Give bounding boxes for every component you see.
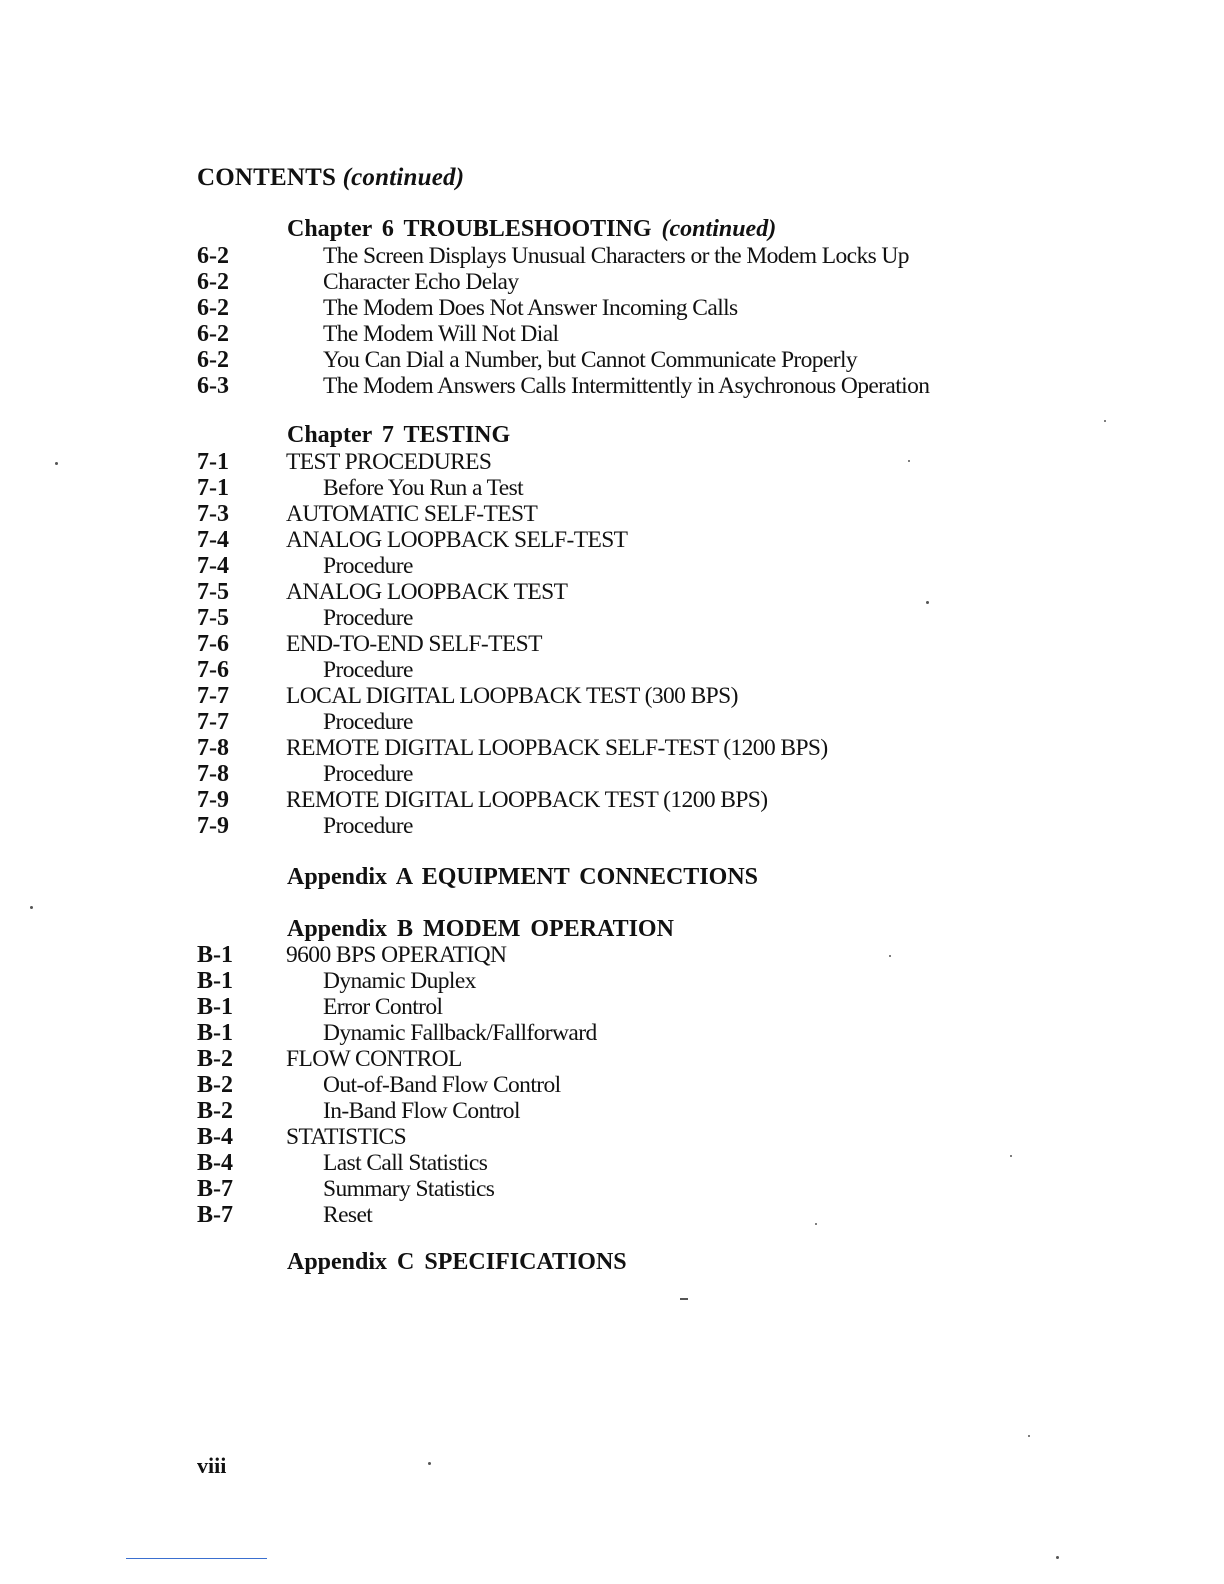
toc-entry — [0, 631, 1224, 657]
toc-entry — [0, 683, 1224, 709]
toc-entry-title: The Modem Answers Calls Intermittently in Asychronous Operation — [323, 373, 930, 399]
section-title-text: Chapter 7 TESTING — [287, 422, 511, 448]
toc-entry-title: Procedure — [323, 657, 413, 683]
page-heading — [197, 164, 464, 192]
scan-speck — [680, 1298, 688, 1300]
page-number: viii — [197, 1453, 227, 1478]
toc-entry — [0, 269, 1224, 295]
toc-entry-page: 7-6 — [197, 657, 229, 683]
toc-entry-page: 7-9 — [197, 813, 229, 839]
toc-entry — [0, 1098, 1224, 1124]
scan-speck — [428, 1462, 431, 1465]
toc-entry-title: Procedure — [323, 605, 413, 631]
scan-speck — [55, 462, 58, 465]
toc-entry-page: 7-1 — [197, 449, 229, 475]
toc-entry — [0, 1202, 1224, 1228]
section-title-text: Chapter 6 TROUBLESHOOTING — [287, 216, 652, 242]
toc-entry — [0, 709, 1224, 735]
heading-title: CONTENTS — [197, 164, 337, 191]
toc-entry — [0, 942, 1224, 968]
toc-entry-page: 7-4 — [197, 527, 229, 553]
section-title — [287, 1249, 627, 1276]
toc-entry-page: B-1 — [197, 1020, 233, 1046]
toc-entry — [0, 1150, 1224, 1176]
toc-entry-page: B-1 — [197, 968, 233, 994]
toc-entry-page: B-2 — [197, 1072, 233, 1098]
toc-entry-page: B-1 — [197, 994, 233, 1020]
toc-entry-title: Before You Run a Test — [323, 475, 524, 501]
heading-note: (continued) — [342, 164, 465, 191]
toc-entry-title: REMOTE DIGITAL LOOPBACK TEST (1200 BPS) — [286, 787, 768, 813]
toc-entry — [0, 813, 1224, 839]
toc-entry-title: Procedure — [323, 709, 413, 735]
toc-entry-title: The Modem Does Not Answer Incoming Calls — [323, 295, 738, 321]
toc-entry — [0, 1020, 1224, 1046]
toc-entry-page: 6-3 — [197, 373, 229, 399]
toc-entry — [0, 968, 1224, 994]
scan-speck — [1028, 1435, 1030, 1437]
scan-speck — [889, 955, 891, 957]
toc-entry-title: Procedure — [323, 553, 413, 579]
toc-entry — [0, 579, 1224, 605]
toc-entry-title: STATISTICS — [286, 1124, 407, 1150]
toc-entry — [0, 373, 1224, 399]
toc-entry-title: END-TO-END SELF-TEST — [286, 631, 542, 657]
section-title-note: (continued) — [661, 216, 777, 242]
toc-entry-page: 6-2 — [197, 269, 229, 295]
toc-entry — [0, 347, 1224, 373]
scan-speck — [1104, 420, 1106, 422]
toc-entry — [0, 475, 1224, 501]
toc-entry — [0, 295, 1224, 321]
toc-entry-title: ANALOG LOOPBACK SELF-TEST — [286, 527, 628, 553]
toc-entry — [0, 449, 1224, 475]
toc-entry-page: 6-2 — [197, 243, 229, 269]
scan-speck — [1010, 1155, 1012, 1157]
toc-entry — [0, 553, 1224, 579]
toc-entry-page: 7-4 — [197, 553, 229, 579]
toc-entry-title: TEST PROCEDURES — [286, 449, 492, 475]
section-title — [287, 916, 674, 943]
section-title — [287, 422, 510, 449]
toc-entry-title: The Screen Displays Unusual Characters or the Modem Locks Up — [323, 243, 909, 269]
toc-entry-title: In-Band Flow Control — [323, 1098, 520, 1124]
toc-entry — [0, 1176, 1224, 1202]
toc-entry-page: 7-5 — [197, 605, 229, 631]
toc-entry-page: B-4 — [197, 1150, 233, 1176]
toc-entry-title: LOCAL DIGITAL LOOPBACK TEST (300 BPS) — [286, 683, 738, 709]
toc-entry-title: Procedure — [323, 813, 413, 839]
toc-entry-title: Dynamic Fallback/Fallforward — [323, 1020, 597, 1046]
toc-entry-page: B-2 — [197, 1098, 233, 1124]
toc-entry-page: 7-8 — [197, 735, 229, 761]
section-title-text: Appendix A EQUIPMENT CONNECTIONS — [287, 864, 758, 890]
toc-entry-title: Procedure — [323, 761, 413, 787]
toc-entry-page: 7-7 — [197, 709, 229, 735]
section-title — [287, 216, 776, 243]
toc-entry-page: B-1 — [197, 942, 233, 968]
toc-entry — [0, 1124, 1224, 1150]
toc-entry-page: 7-5 — [197, 579, 229, 605]
toc-entry — [0, 787, 1224, 813]
toc-entry — [0, 605, 1224, 631]
toc-entry-title: Dynamic Duplex — [323, 968, 476, 994]
toc-entry-title: Last Call Statistics — [323, 1150, 488, 1176]
toc-entry-title: AUTOMATIC SELF-TEST — [286, 501, 538, 527]
toc-entry-page: 6-2 — [197, 295, 229, 321]
scan-speck — [30, 906, 33, 909]
toc-entry-page: 7-3 — [197, 501, 229, 527]
toc-entry-page: 7-8 — [197, 761, 229, 787]
section-title — [287, 864, 758, 891]
toc-entry — [0, 321, 1224, 347]
toc-entry — [0, 657, 1224, 683]
toc-entry-title: REMOTE DIGITAL LOOPBACK SELF-TEST (1200 BPS) — [286, 735, 828, 761]
toc-entry-title: You Can Dial a Number, but Cannot Communicate Properly — [323, 347, 858, 373]
toc-entry-page: B-4 — [197, 1124, 233, 1150]
toc-entry — [0, 735, 1224, 761]
toc-entry-page: B-2 — [197, 1046, 233, 1072]
toc-entry-title: FLOW CONTROL — [286, 1046, 462, 1072]
toc-entry-page: 7-1 — [197, 475, 229, 501]
toc-entry — [0, 994, 1224, 1020]
toc-entry — [0, 527, 1224, 553]
section-title-text: Appendix C SPECIFICATIONS — [287, 1249, 627, 1275]
section-title-text: Appendix B MODEM OPERATION — [287, 916, 674, 942]
toc-entry-title: Character Echo Delay — [323, 269, 519, 295]
toc-entry-page: 7-7 — [197, 683, 229, 709]
footer-rule — [126, 1558, 267, 1559]
toc-entry-title: Out-of-Band Flow Control — [323, 1072, 561, 1098]
toc-entry-title: Error Control — [323, 994, 443, 1020]
toc-entry-title: The Modem Will Not Dial — [323, 321, 559, 347]
toc-entry — [0, 761, 1224, 787]
toc-entry-title: Summary Statistics — [323, 1176, 495, 1202]
toc-entry — [0, 243, 1224, 269]
scan-speck — [926, 601, 929, 604]
toc-entry-title: Reset — [323, 1202, 373, 1228]
toc-entry-page: 7-6 — [197, 631, 229, 657]
scan-speck — [908, 460, 910, 462]
toc-entry-title: ANALOG LOOPBACK TEST — [286, 579, 568, 605]
toc-entry-page: 6-2 — [197, 347, 229, 373]
toc-entry-page: B-7 — [197, 1176, 233, 1202]
toc-entry-title: 9600 BPS OPERATIQN — [286, 942, 507, 968]
scan-speck — [815, 1223, 817, 1225]
toc-entry-page: B-7 — [197, 1202, 233, 1228]
toc-entry-page: 6-2 — [197, 321, 229, 347]
scan-speck — [1056, 1556, 1059, 1559]
toc-entry-page: 7-9 — [197, 787, 229, 813]
toc-entry — [0, 1072, 1224, 1098]
toc-entry — [0, 1046, 1224, 1072]
toc-entry — [0, 501, 1224, 527]
